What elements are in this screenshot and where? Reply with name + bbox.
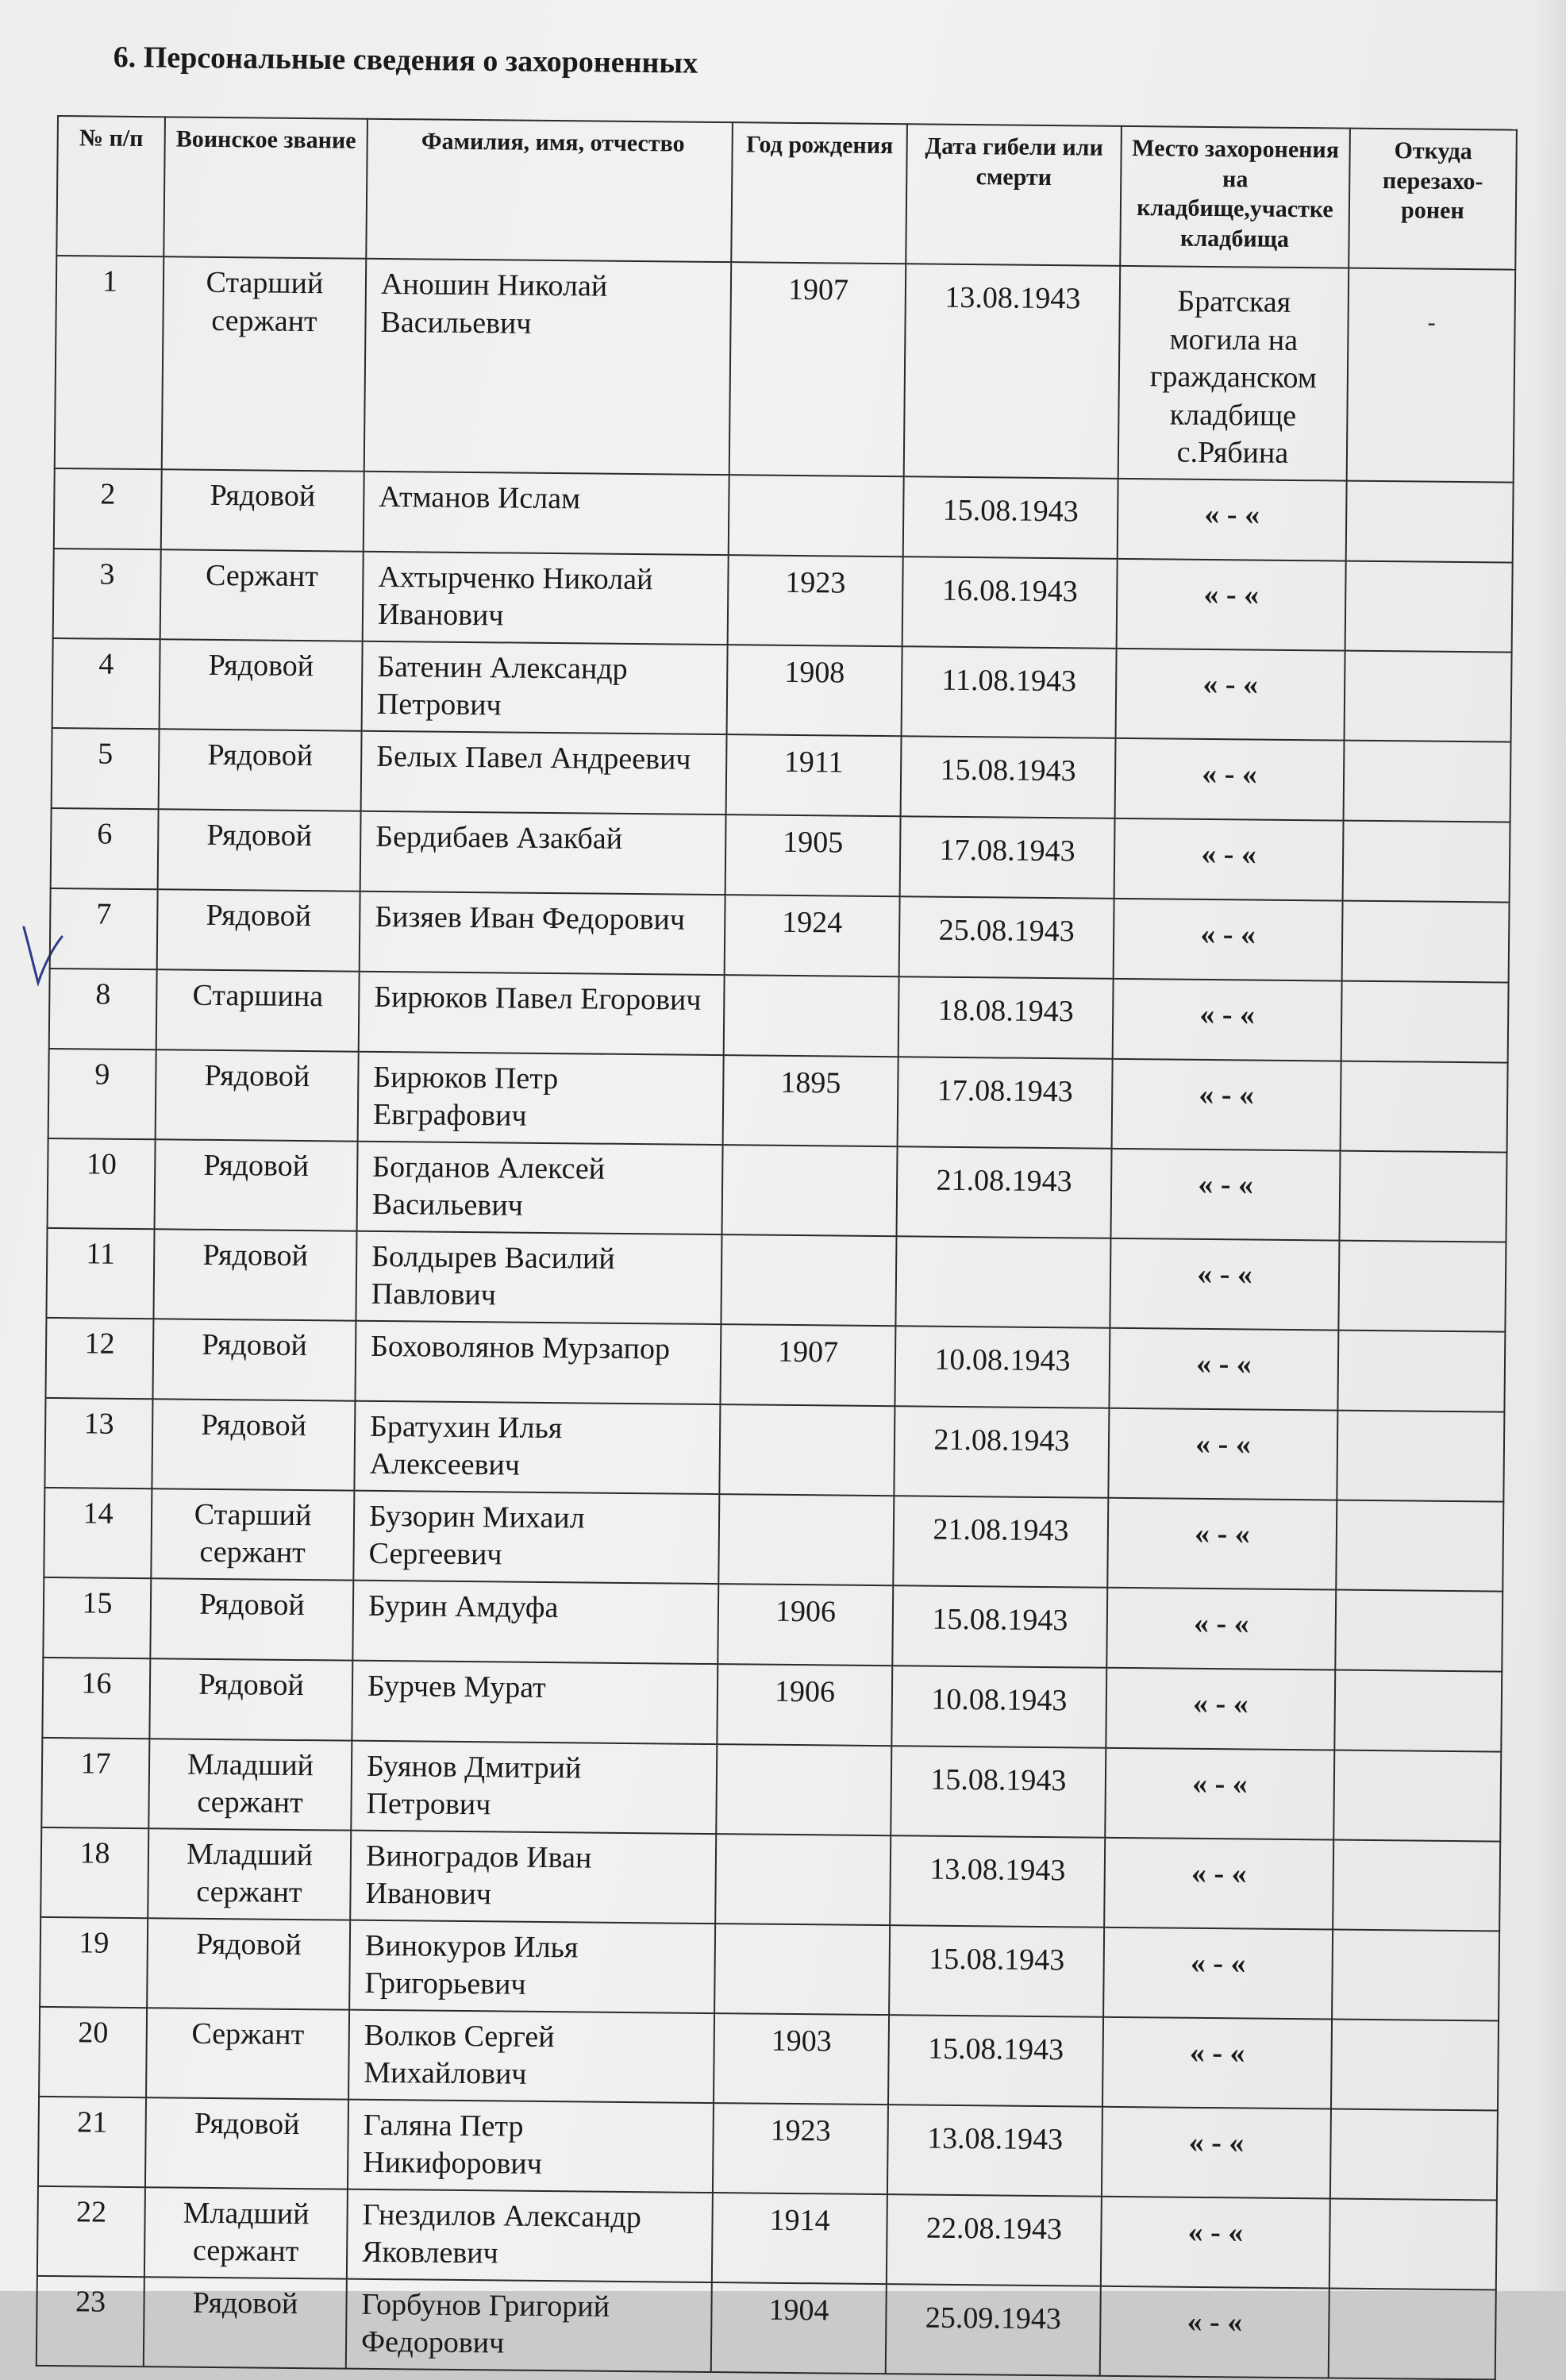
table-row	[37, 2186, 1497, 2289]
cell-death-date: 16.08.1943	[902, 556, 1118, 649]
cell-death-date: 13.08.1943	[904, 264, 1121, 478]
cell-number: 14	[44, 1487, 152, 1577]
cell-birth-year	[718, 1494, 894, 1585]
cell-full-name: Бизяев Иван Федорович	[360, 891, 725, 974]
cell-full-name: Белых Павел Андреевич	[361, 730, 727, 814]
cell-reburied-from	[1334, 1669, 1502, 1751]
table-row	[44, 1487, 1503, 1591]
cell-rank: Рядовой	[144, 2277, 347, 2368]
cell-number: 20	[39, 2006, 147, 2097]
cell-birth-year	[722, 1145, 898, 1236]
cell-burial-place: « - «	[1114, 818, 1344, 900]
table-row	[51, 807, 1510, 902]
table-row	[48, 1138, 1507, 1242]
cell-death-date: 17.08.1943	[900, 816, 1115, 899]
cell-rank: Рядовой	[149, 1658, 352, 1740]
cell-full-name: Боховолянов Мурзапор	[355, 1320, 721, 1404]
cell-burial-place: « - «	[1108, 1408, 1337, 1500]
cell-birth-year	[715, 1834, 891, 1925]
cell-rank: Старший сержант	[162, 256, 367, 471]
cell-reburied-from	[1329, 2198, 1497, 2289]
cell-reburied-from	[1330, 2108, 1498, 2200]
reburied-from-dash: -	[1427, 309, 1436, 336]
cell-full-name: Бурчев Мурат	[352, 1660, 718, 1743]
cell-number: 3	[53, 548, 161, 638]
cell-burial-place: « - «	[1106, 1667, 1335, 1750]
cell-reburied-from	[1331, 2019, 1499, 2110]
cell-rank: Рядовой	[147, 1918, 350, 2009]
cell-burial-place: « - «	[1107, 1497, 1337, 1589]
table-row	[48, 1048, 1508, 1152]
cell-burial-place: « - «	[1115, 737, 1345, 820]
cell-death-date: 11.08.1943	[902, 646, 1117, 738]
cell-birth-year: 1924	[725, 895, 900, 976]
cell-number: 10	[48, 1138, 156, 1228]
cell-number: 18	[40, 1827, 148, 1917]
table-row	[50, 888, 1510, 982]
cell-birth-year	[721, 1234, 896, 1326]
cell-reburied-from	[1337, 1330, 1505, 1411]
cell-reburied-from	[1346, 480, 1514, 562]
burials-table	[36, 115, 1518, 2380]
cell-number: 1	[55, 256, 164, 469]
cell-full-name: Ахтырченко Николай Иванович	[363, 551, 729, 644]
cell-rank: Младший сержант	[144, 2187, 348, 2278]
cell-death-date: 22.08.1943	[887, 2194, 1102, 2286]
cell-number: 13	[44, 1397, 152, 1488]
cell-reburied-from	[1347, 268, 1516, 483]
cell-number: 21	[38, 2096, 146, 2186]
cell-number: 15	[43, 1577, 151, 1658]
cell-rank: Старшина	[156, 969, 360, 1051]
table-row	[49, 968, 1509, 1062]
cell-birth-year	[714, 1924, 890, 2015]
cell-birth-year: 1911	[726, 734, 902, 816]
cell-birth-year: 1905	[725, 815, 901, 896]
table-body	[37, 256, 1515, 2379]
cell-rank: Сержант	[146, 2008, 349, 2099]
cell-birth-year: 1907	[720, 1324, 895, 1406]
column-header-rank: Воинское звание	[164, 117, 367, 258]
table-row	[39, 2006, 1499, 2110]
cell-reburied-from	[1337, 1410, 1504, 1501]
cell-birth-year: 1907	[729, 262, 906, 476]
column-header-death-date: Дата гибели или смерти	[906, 124, 1122, 266]
cell-reburied-from	[1339, 1150, 1506, 1242]
cell-burial-place: « - «	[1114, 898, 1343, 980]
page-edge-shadow	[1534, 0, 1566, 2291]
table-row	[52, 727, 1511, 822]
cell-death-date: 17.08.1943	[898, 1057, 1113, 1149]
cell-reburied-from	[1335, 1589, 1503, 1671]
cell-death-date	[895, 1236, 1110, 1328]
cell-burial-place: « - «	[1100, 2286, 1329, 2378]
cell-reburied-from	[1342, 900, 1510, 982]
cell-death-date: 15.08.1943	[891, 1746, 1106, 1838]
column-header-birth-year: Год рождения	[731, 122, 907, 264]
table-row	[46, 1227, 1506, 1331]
cell-rank: Рядовой	[152, 1319, 356, 1400]
cell-birth-year: 1906	[718, 1584, 893, 1666]
column-header-full-name: Фамилия, имя, отчество	[366, 119, 733, 262]
cell-number: 9	[48, 1048, 156, 1138]
cell-full-name: Горбунов Григорий Федорович	[346, 2278, 712, 2371]
table-row	[44, 1397, 1504, 1501]
cell-burial-place: « - «	[1110, 1238, 1339, 1330]
cell-death-date: 25.08.1943	[899, 896, 1114, 979]
cell-full-name: Аношин Николай Васильевич	[364, 259, 732, 475]
cell-birth-year: 1903	[714, 2013, 889, 2105]
cell-reburied-from	[1333, 1839, 1500, 1931]
cell-reburied-from	[1333, 1750, 1501, 1841]
cell-rank: Рядовой	[156, 1049, 359, 1141]
cell-full-name: Братухин Илья Алексеевич	[354, 1400, 720, 1493]
cell-death-date: 15.08.1943	[901, 736, 1116, 818]
cell-number: 2	[54, 468, 162, 549]
cell-burial-place: « - «	[1116, 648, 1345, 740]
column-header-number: № п/п	[56, 116, 165, 256]
cell-death-date: 15.08.1943	[889, 1925, 1104, 2017]
cell-reburied-from	[1343, 820, 1510, 902]
cell-death-date: 13.08.1943	[887, 2105, 1102, 2197]
cell-death-date: 21.08.1943	[894, 1406, 1109, 1498]
cell-number: 17	[41, 1737, 149, 1827]
cell-rank: Рядовой	[152, 1399, 355, 1490]
cell-birth-year: 1914	[712, 2193, 887, 2284]
cell-number: 6	[51, 807, 159, 888]
table-row	[45, 1317, 1505, 1411]
cell-number: 11	[46, 1227, 154, 1318]
cell-death-date: 25.09.1943	[886, 2284, 1101, 2376]
cell-number: 12	[45, 1317, 153, 1398]
cell-number: 7	[50, 888, 158, 969]
cell-burial-place: « - «	[1102, 2106, 1331, 2198]
table-row	[55, 256, 1515, 482]
table-row	[42, 1657, 1502, 1751]
table-row	[54, 468, 1514, 562]
cell-death-date: 21.08.1943	[893, 1496, 1108, 1588]
cell-burial-place: « - «	[1105, 1747, 1334, 1839]
cell-burial-place: « - «	[1113, 978, 1342, 1061]
cell-death-date: 13.08.1943	[890, 1835, 1105, 1927]
cell-reburied-from	[1341, 1061, 1508, 1152]
cell-burial-place: « - «	[1106, 1587, 1336, 1669]
table-row	[53, 548, 1513, 652]
cell-number: 19	[40, 1916, 148, 2007]
cell-number: 16	[42, 1657, 150, 1738]
cell-full-name: Гнездилов Александр Яковлевич	[347, 2189, 713, 2282]
cell-burial-place: « - «	[1110, 1148, 1340, 1240]
cell-burial-place: « - «	[1102, 2016, 1332, 2108]
table-row	[52, 637, 1512, 741]
cell-death-date: 15.08.1943	[892, 1585, 1107, 1668]
cell-burial-place: Братская могила на гражданском кладбище с.Рябина	[1118, 266, 1349, 480]
table-row	[38, 2096, 1498, 2200]
column-header-reburied-from: Откуда перезахо-ронен	[1349, 129, 1517, 270]
cell-death-date: 10.08.1943	[891, 1666, 1106, 1748]
cell-birth-year	[716, 1744, 891, 1835]
cell-death-date: 15.08.1943	[903, 476, 1118, 559]
cell-full-name: Богданов Алексей Васильевич	[357, 1141, 723, 1234]
cell-full-name: Бердибаев Азакбай	[360, 811, 726, 894]
cell-full-name: Бирюков Павел Егорович	[359, 971, 725, 1054]
cell-full-name: Волков Сергей Михайлович	[348, 2009, 714, 2102]
cell-birth-year: 1904	[711, 2282, 887, 2374]
cell-reburied-from	[1341, 980, 1509, 1062]
cell-rank: Сержант	[160, 549, 364, 641]
cell-number: 22	[37, 2186, 145, 2276]
cell-rank: Младший сержант	[148, 1739, 352, 1830]
burial-register	[36, 115, 1516, 2380]
cell-reburied-from	[1329, 2288, 1496, 2379]
cell-death-date: 18.08.1943	[898, 976, 1114, 1059]
cell-birth-year	[719, 1404, 895, 1496]
cell-rank: Рядовой	[150, 1578, 353, 1660]
cell-burial-place: « - «	[1101, 2196, 1330, 2288]
cell-full-name: Бузорин Михаил Сергеевич	[353, 1490, 719, 1583]
cell-full-name: Буянов Дмитрий Петрович	[351, 1740, 717, 1833]
cell-full-name: Атманов Ислам	[364, 471, 729, 554]
cell-birth-year: 1923	[728, 555, 903, 646]
cell-rank: Рядовой	[159, 729, 362, 811]
cell-rank: Рядовой	[161, 469, 364, 551]
cell-rank: Старший сержант	[151, 1488, 354, 1580]
cell-birth-year: 1895	[723, 1055, 898, 1146]
cell-death-date: 15.08.1943	[888, 2015, 1103, 2107]
cell-full-name: Бирюков Петр Евграфович	[358, 1051, 724, 1144]
cell-reburied-from	[1345, 650, 1512, 741]
cell-rank: Рядовой	[157, 889, 360, 971]
cell-birth-year	[729, 475, 904, 556]
cell-full-name: Батенин Александр Петрович	[362, 641, 728, 734]
table-row	[40, 1916, 1499, 2020]
cell-number: 5	[52, 727, 160, 808]
table-row	[40, 1827, 1500, 1931]
table-row	[41, 1737, 1501, 1841]
cell-reburied-from	[1345, 560, 1513, 652]
cell-rank: Рядовой	[160, 639, 363, 730]
cell-rank: Рядовой	[155, 1139, 358, 1230]
cell-burial-place: « - «	[1118, 478, 1347, 560]
column-header-burial-place: Место захоронения на кладбище,участке кладбища	[1120, 126, 1350, 268]
cell-full-name: Винокуров Илья Григорьевич	[349, 1920, 715, 2012]
cell-burial-place: « - «	[1104, 1837, 1333, 1929]
table-header-row	[56, 116, 1517, 270]
cell-full-name: Галяна Петр Никифорович	[348, 2099, 714, 2192]
cell-reburied-from	[1344, 740, 1511, 822]
section-heading: 6. Персональные сведения о захороненных	[113, 40, 698, 80]
cell-reburied-from	[1332, 1929, 1499, 2020]
cell-birth-year: 1923	[713, 2103, 888, 2194]
cell-burial-place: « - «	[1109, 1327, 1338, 1410]
cell-full-name: Болдырев Василий Павлович	[356, 1230, 721, 1323]
cell-full-name: Бурин Амдуфа	[352, 1580, 718, 1663]
cell-number: 23	[37, 2275, 144, 2366]
cell-birth-year	[724, 975, 899, 1057]
cell-rank: Рядовой	[145, 2097, 348, 2189]
cell-burial-place: « - «	[1117, 558, 1346, 650]
cell-number: 8	[49, 968, 157, 1049]
cell-burial-place: « - «	[1112, 1058, 1341, 1150]
cell-rank: Рядовой	[153, 1229, 356, 1320]
cell-number: 4	[52, 637, 160, 728]
cell-burial-place: « - «	[1103, 1927, 1333, 2019]
cell-death-date: 10.08.1943	[895, 1326, 1110, 1408]
cell-birth-year: 1906	[717, 1664, 892, 1746]
table-row	[43, 1577, 1503, 1671]
cell-full-name: Виноградов Иван Иванович	[350, 1830, 716, 1923]
cell-death-date: 21.08.1943	[896, 1146, 1111, 1238]
cell-rank: Рядовой	[158, 809, 361, 891]
cell-birth-year: 1908	[727, 645, 902, 736]
cell-reburied-from	[1338, 1240, 1506, 1331]
cell-rank: Младший сержант	[148, 1828, 351, 1920]
cell-reburied-from	[1336, 1500, 1503, 1591]
